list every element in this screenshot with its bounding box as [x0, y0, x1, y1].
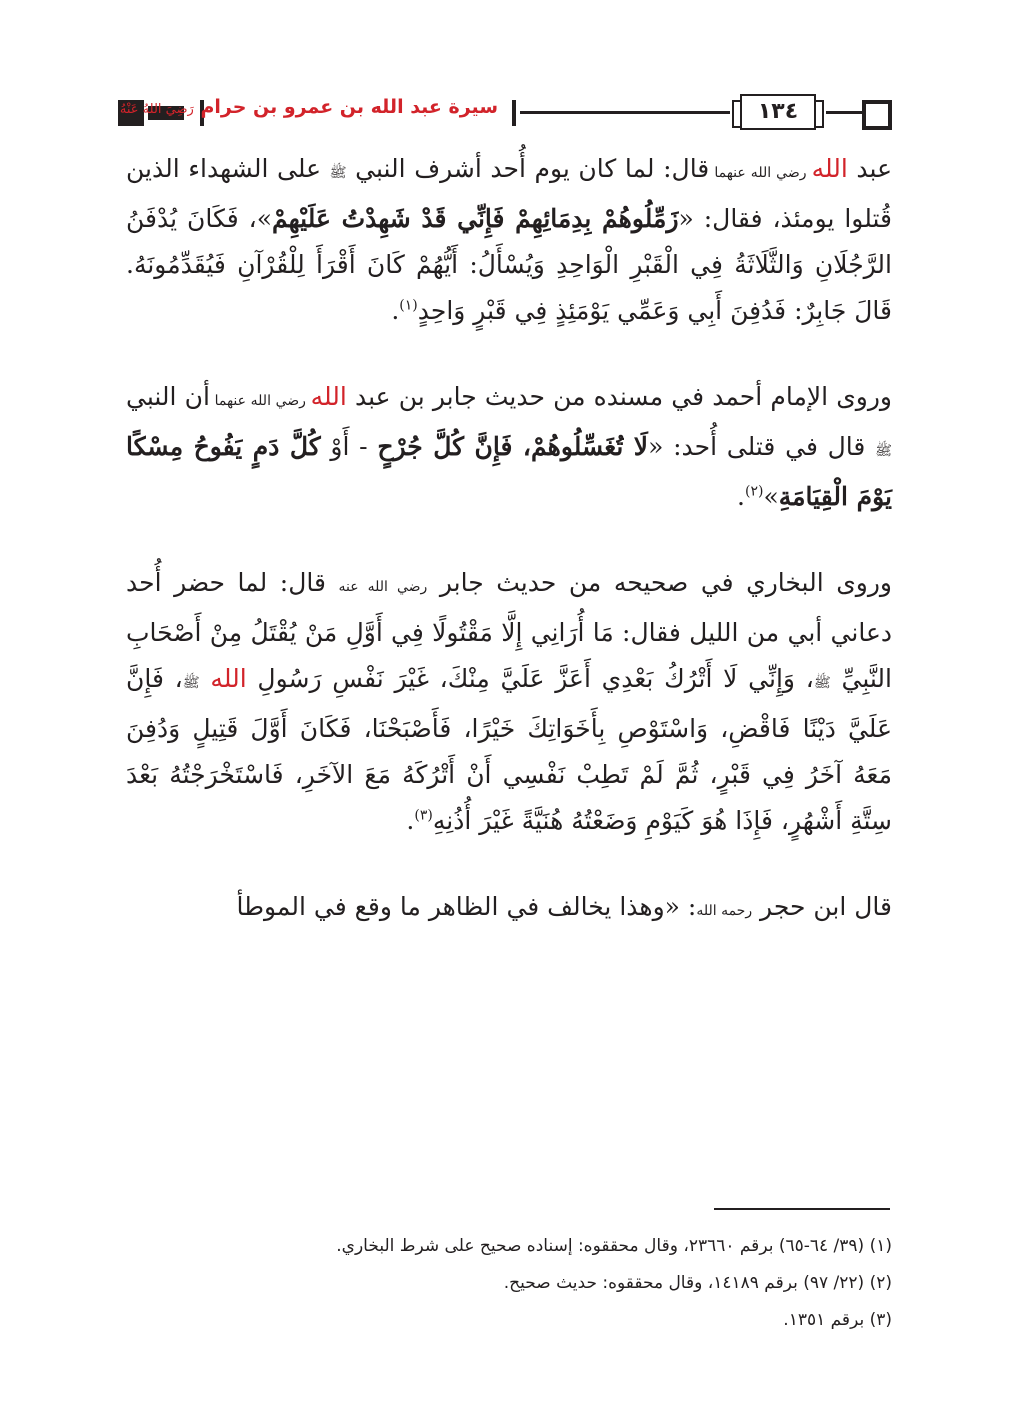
text-segment: الله — [811, 154, 848, 183]
text-segment: - أَوْ — [320, 432, 378, 461]
text-segment: ، فَإِنَّ عَلَيَّ دَيْنًا فَاقْضِ، وَاسْتَوْصِ بِأَخَوَاتِكَ خَيْرًا، فَأَصْبَحْنَا، فَكَانَ أَوَّلَ قَتِيلٍ وَدُفِنَ مَعَهُ آخَرُ فِي قَبْرٍ، ثُمَّ لَمْ تَطِبْ نَفْسِي أَنْ أَتْرُكَهُ مَعَ الآخَرِ، فَاسْتَخْرَجْتُهُ بَعْدَ سِتَّةِ أَشْهُرٍ، فَإِذَا هُوَ كَيَوْمِ وَضَعْتُهُ هُنَيَّةً غَيْرَ أُذُنِهِ — [126, 664, 892, 835]
text-segment: . — [391, 296, 400, 325]
header-title — [119, 96, 498, 130]
header-ornament-tick — [512, 100, 516, 126]
paragraph-3 — [126, 560, 892, 844]
honorific: ﷺ — [182, 675, 200, 691]
footnote-ref: (١) — [399, 297, 418, 314]
header-ornament-square-outline — [862, 100, 892, 130]
text-segment: . — [406, 806, 415, 835]
text-segment: عبد — [847, 154, 892, 183]
text-segment: الله — [210, 664, 247, 693]
honorific: رضي الله عنهما — [209, 393, 311, 409]
honorific: رضي الله عنهما — [709, 165, 812, 181]
text-segment: »، فَكَانَ يُدْفَنُ الرَّجُلَانِ وَالثَّلَاثَةُ فِي الْقَبْرِ الْوَاحِدِ وَيُسْأَلُ: أَيُّهُمْ كَانَ أَقْرَأَ لِلْقُرْآنِ فَيُقَدِّمُونَهُ. قَالَ جَابِرٌ: فَدُفِنَ أَبِي وَعَمِّي يَوْمَئِذٍ فِي قَبْرٍ وَاحِدٍ — [126, 204, 892, 325]
header-rule — [826, 111, 862, 114]
paragraph-1 — [126, 146, 892, 334]
text-segment: الله — [310, 382, 347, 411]
paragraph-2 — [126, 374, 892, 520]
footnote-separator — [714, 1208, 890, 1210]
text-segment — [200, 664, 211, 693]
text-segment: لَا تُغَسِّلُوهُمْ، فَإِنَّ كُلَّ جُرْحٍ — [377, 432, 649, 461]
honorific: ﷺ — [813, 675, 831, 691]
footnote-1: (١) (٣٩/ ٦٤-٦٥) برقم ٢٣٦٦٠، وقال محققوه: إسناده صحيح على شرط البخاري. — [336, 1236, 892, 1256]
text-segment: كُلَّ دَمٍ يَفُوحُ مِسْكًا يَوْمَ الْقِيَامَةِ — [126, 432, 892, 511]
text-segment: ، وَإِنِّي لَا أَتْرُكُ بَعْدِي أَعَزَّ عَلَيَّ مِنْكَ، غَيْرَ نَفْسِ رَسُولِ — [246, 664, 814, 693]
honorific: ﷺ — [875, 443, 892, 459]
footnotes — [126, 1228, 892, 1339]
honorific: رحمه الله — [696, 903, 753, 919]
page-number: ١٣٤ — [740, 94, 816, 130]
text-segment: قال: لما كان يوم أُحد أشرف النبي — [346, 154, 710, 183]
text-segment: قال ابن حجر — [752, 892, 892, 921]
text-segment: قال: لما حضر أُحد دعاني أبي من الليل فقال: مَا أُرَانِي إِلَّا مَقْتُولًا فِي أَوَّلِ مَنْ يُقْتَلُ مِنْ أَصْحَابِ النَّبِيِّ — [126, 568, 892, 693]
header-rule — [520, 111, 730, 114]
text-segment: وروى البخاري في صحيحه من حديث جابر — [427, 568, 892, 597]
honorific: رضي الله عنه — [338, 579, 428, 595]
honorific: ﷺ — [329, 165, 347, 181]
text-segment: . — [737, 482, 745, 511]
main-text — [126, 146, 892, 974]
header-honorific: رَضِيَ اللهُ عَنْهُ — [119, 102, 194, 117]
footnote-2: (٢) (٢٢/ ٩٧) برقم ١٤١٨٩، وقال محققوه: حديث صحيح. — [503, 1273, 892, 1293]
header-title-text: سيرة عبد الله بن عمرو بن حرام — [200, 96, 498, 118]
text-segment: وروى الإمام أحمد في مسنده من حديث جابر بن عبد — [346, 382, 892, 411]
text-segment: قال في قتلى أُحد: « — [648, 432, 876, 461]
text-segment: على الشهداء الذين قُتلوا يومئذ، فقال: « — [126, 154, 892, 233]
running-header — [118, 92, 898, 134]
footnote-ref: (٢) — [745, 483, 764, 500]
text-segment: أن النبي — [126, 382, 210, 411]
text-segment: » — [763, 482, 779, 511]
text-segment: زَمِّلُوهُمْ بِدِمَائِهِمْ فَإِنِّي قَدْ شَهِدْتُ عَلَيْهِمْ — [272, 204, 679, 233]
paragraph-4 — [126, 884, 892, 934]
footnote-3: (٣) برقم ١٣٥١. — [783, 1310, 892, 1330]
text-segment: : «وهذا يخالف في الظاهر ما وقع في الموطأ — [236, 892, 697, 921]
footnote-ref: (٣) — [414, 807, 433, 824]
